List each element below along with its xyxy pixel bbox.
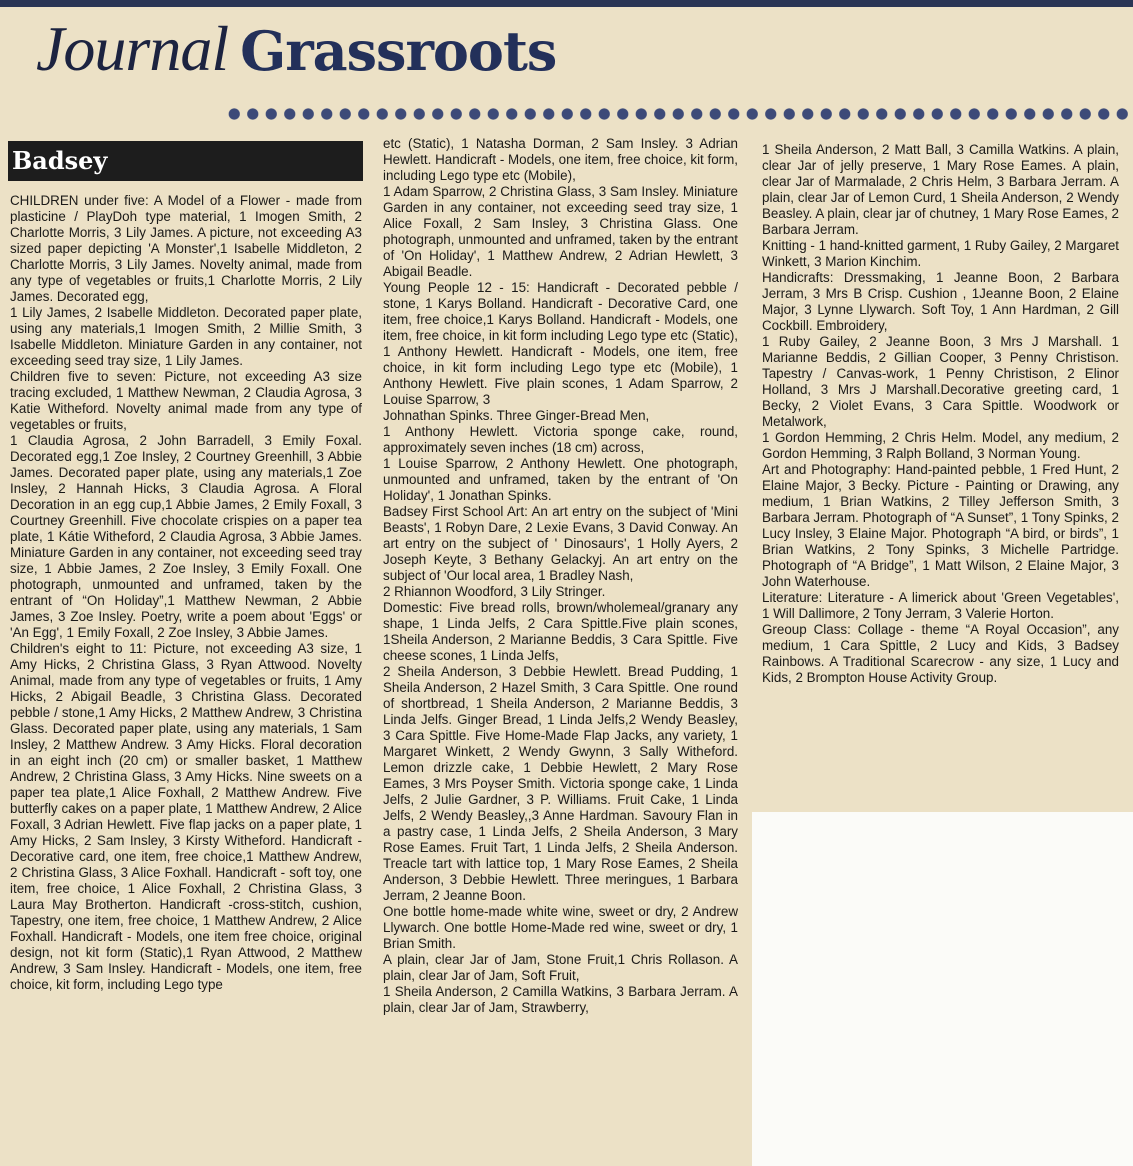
paragraph: 1 Gordon Hemming, 2 Chris Helm. Model, any medium, 2 Gordon Hemming, 3 Ralph Bolland, 3 Norman Young. [762, 430, 1119, 461]
paragraph: 1 Anthony Hewlett. Victoria sponge cake, round, approximately seven inches (18 cm) across, [383, 424, 738, 455]
paragraph: A plain, clear Jar of Jam, Stone Fruit,1 Chris Rollason. A plain, clear Jar of Jam, Soft Fruit, [383, 952, 738, 983]
paragraph: Children five to seven: Picture, not exceeding A3 size tracing excluded, 1 Matthew Newman, 2 Claudia Agrosa, 3 Katie Witheford. Novelty animal made from any type of vegetables or fruits, [10, 369, 362, 432]
masthead-journal: Journal [36, 13, 229, 84]
paragraph: Badsey First School Art: An art entry on the subject of 'Mini Beasts', 1 Robyn Dare, 2 Lexie Evans, 3 David Conway. An art entry on the subject of ' Dinosaurs', 1 Holly Ayers, 2 Joseph Keyte, 3 Bethany Gelackyj. An art entry on the subject of 'Our local area, 1 Bradley Nash, [383, 504, 738, 583]
paragraph: Children's eight to 11: Picture, not exceeding A3 size, 1 Amy Hicks, 2 Christina Glass, 3 Ryan Attwood. Novelty Animal, made from any type of vegetables or fruits, 1 Amy Hicks, 2 Abigail Beadle, 3 Christina Glass. Decorated pebble / stone,1 Amy Hicks, 2 Matthew Andrew, 3 Christina Glass. Decorated paper plate, using any materials, 1 Sam Insley, 2 Matthew Andrew. 3 Amy Hicks. Floral decoration in an eight inch (20 cm) or smaller basket, 1 Matthew Andrew, 2 Christina Glass, 3 Amy Hicks. Nine sweets on a paper tea plate,1 Alice Foxhall, 2 Matthew Andrew. Five butterfly cakes on a paper plate, 1 Matthew Andrew, 2 Alice Foxall, 3 Adrian Hewlett. Five flap jacks on a paper plate, 1 Amy Hicks, 2 Sam Insley, 3 Kirsty Witheford. Handicraft - Decorative card, one item, free choice,1 Matthew Andrew, 2 Christina Glass, 3 Alice Foxhall. Handicraft - soft toy, one item, free choice, 1 Alice Foxhall, 2 Christina Glass, 3 Laura May Brotherton. Handicraft -cross-stitch, cushion, Tapestry, one item, free choice, 1 Matthew Andrew, 2 Alice Foxhall. Handicraft - Models, one item free choice, original design, not kit form (Static),1 Ryan Attwood, 2 Matthew Andrew, 3 Sam Insley. Handicraft - Models, one item, free choice, kit form, including Lego type [10, 641, 362, 992]
paragraph: Greoup Class: Collage - theme “A Royal Occasion”, any medium, 1 Cara Spittle, 2 Lucy and Kids, 3 Badsey Rainbows. A Traditional Scarecrow - any size, 1 Lucy and Kids, 2 Brompton House Activity Group. [762, 622, 1119, 685]
paragraph: 1 Sheila Anderson, 2 Camilla Watkins, 3 Barbara Jerram. A plain, clear Jar of Jam, Strawberry, [383, 984, 738, 1015]
paragraph: CHILDREN under five: A Model of a Flower - made from plasticine / PlayDoh type material, 1 Imogen Smith, 2 Charlotte Morris, 3 Lily James. A picture, not exceeding A3 sized paper depicting 'A Monster',1 Isabelle Middleton, 2 Charlotte Morris, 3 Lily James. Novelty animal, made from any type of vegetables or fruits,1 Charlotte Morris, 2 Lily James. Decorated egg, [10, 193, 362, 304]
paragraph: 1 Sheila Anderson, 2 Matt Ball, 3 Camilla Watkins. A plain, clear Jar of jelly preserve, 1 Mary Rose Eames. A plain, clear Jar of Marmalade, 2 Chris Helm, 3 Barbara Jerram. A plain, clear Jar of Lemon Curd, 1 Sheila Anderson, 2 Wendy Beasley. A plain, clear jar of chutney, 1 Mary Rose Eames, 2 Barbara Jerram. [762, 142, 1119, 237]
paragraph: Handicrafts: Dressmaking, 1 Jeanne Boon, 2 Barbara Jerram, 3 Mrs B Crisp. Cushion , 1Jeanne Boon, 2 Elaine Major, 3 Lynne Llywarch. Soft Toy, 1 Ann Hardman, 2 Gill Cockbill. Embroidery, [762, 270, 1119, 333]
column-2 [383, 136, 738, 1163]
blank-paper-area [752, 812, 1133, 1166]
paragraph: 1 Adam Sparrow, 2 Christina Glass, 3 Sam Insley. Miniature Garden in any container, not exceeding seed tray size, 1 Alice Foxall, 2 Sam Insley, 3 Christina Glass. One photograph, unmounted and unframed, taken by the entrant of 'On Holiday', 1 Matthew Andrew, 2 Adrian Hewlett, 3 Abigail Beadle. [383, 184, 738, 279]
column-1 [10, 193, 362, 1163]
top-rule [0, 0, 1133, 7]
paragraph: 2 Sheila Anderson, 3 Debbie Hewlett. Bread Pudding, 1 Sheila Anderson, 2 Hazel Smith, 3 Cara Spittle. One round of shortbread, 1 Sheila Anderson, 2 Marianne Beddis, 3 Linda Jelfs. Ginger Bread, 1 Linda Jelfs,2 Wendy Beasley, 3 Cara Spittle. Five Home-Made Flap Jacks, any variety, 1 Margaret Winkett, 2 Wendy Gwynn, 3 Sally Witheford. Lemon drizzle cake, 1 Debbie Hewlett, 2 Mary Rose Eames, 3 Mrs Poyser Smith. Victoria sponge cake, 1 Linda Jelfs, 2 Julie Gardner, 3 P. Williams. Fruit Cake, 1 Linda Jelfs, 2 Wendy Beasley,,3 Anne Hardman. Savoury Flan in a pastry case, 1 Linda Jelfs, 2 Sheila Anderson, 3 Mary Rose Eames. Fruit Tart, 1 Linda Jelfs, 2 Sheila Anderson. Treacle tart with lattice top, 1 Mary Rose Eames, 2 Sheila Anderson, 3 Debbie Hewlett. Three meringues, 1 Barbara Jerram, 2 Jeanne Boon. [383, 664, 738, 903]
paragraph: Art and Photography: Hand-painted pebble, 1 Fred Hunt, 2 Elaine Major, 3 Becky. Picture - Painting or Drawing, any medium, 1 Brian Watkins, 2 Tilley Jefferson Smith, 3 Barbara Jerram. Photograph of “A Sunset”, 1 Tony Spinks, 2 Lucy Insley, 3 Elaine Major. Photograph “A bird, or birds”, 1 Brian Watkins, 2 Tony Spinks, 3 Michelle Partridge. Photograph of “A Bridge”, 1 Matt Wilson, 2 Elaine Major, 3 John Waterhouse. [762, 462, 1119, 589]
paragraph: 1 Claudia Agrosa, 2 John Barradell, 3 Emily Foxal. Decorated egg,1 Zoe Insley, 2 Courtney Greenhill, 3 Abbie James. Decorated paper plate, using any materials,1 Zoe Insley, 2 Hannah Hicks, 3 Claudia Agrosa. A Floral Decoration in an egg cup,1 Abbie James, 2 Emily Foxall, 3 Courtney Greenhill. Five chocolate crispies on a paper tea plate, 1 Kátie Witheford, 2 Claudia Agrosa, 3 Abbie James. Miniature Garden in any container, not exceeding seed tray size, 1 Abbie James, 2 Zoe Insley, 3 Emily Foxall. One photograph, unmounted and unframed, taken by the entrant of “On Holiday”,1 Matthew Newman, 2 Abbie James, 3 Zoe Insley. Poetry, write a poem about 'Eggs' or 'An Egg', 1 Emily Foxall, 2 Zoe Insley, 3 Abbie James. [10, 433, 362, 640]
masthead-grassroots: Grassroots [240, 19, 557, 83]
paragraph: Literature: Literature - A limerick about 'Green Vegetables', 1 Will Dallimore, 2 Tony Jerram, 3 Valerie Horton. [762, 590, 1119, 621]
paragraph: Young People 12 - 15: Handicraft - Decorated pebble / stone, 1 Karys Bolland. Handicraft - Decorative Card, one item, free choice,1 Karys Bolland. Handicraft - Models, one item, free choice, in kit form including Lego type etc (Static), 1 Anthony Hewlett. Handicraft - Models, one item, free choice, in kit form including Lego type etc (Mobile), 1 Anthony Hewlett. Five plain scones, 1 Adam Sparrow, 2 Louise Sparrow, 3 [383, 280, 738, 407]
paragraph: 1 Lily James, 2 Isabelle Middleton. Decorated paper plate, using any materials,1 Imogen Smith, 2 Millie Smith, 3 Isabelle Middleton. Miniature Garden in any container, not exceeding seed tray size, 1 Lily James. [10, 305, 362, 368]
paragraph: 2 Rhiannon Woodford, 3 Lily Stringer. [383, 584, 606, 599]
paragraph: Johnathan Spinks. Three Ginger-Bread Men, [383, 408, 650, 423]
section-title: Badsey [8, 141, 363, 181]
paragraph: One bottle home-made white wine, sweet or dry, 2 Andrew Llywarch. One bottle Home-Made red wine, sweet or dry, 1 Brian Smith. [383, 904, 738, 951]
paragraph: 1 Louise Sparrow, 2 Anthony Hewlett. One photograph, unmounted and unframed, taken by the entrant of 'On Holiday', 1 Jonathan Spinks. [383, 456, 738, 503]
paragraph: 1 Ruby Gailey, 2 Jeanne Boon, 3 Mrs J Marshall. 1 Marianne Beddis, 2 Gillian Cooper, 3 Penny Christison. Tapestry / Canvas-work, 1 Penny Christison, 2 Elinor Holland, 3 Mrs J Marshall.Decorative greeting card, 1 Becky, 2 Violet Evans, 3 Cara Spittle. Woodwork or Metalwork, [762, 334, 1119, 429]
paragraph: Knitting - 1 hand-knitted garment, 1 Ruby Gailey, 2 Margaret Winkett, 3 Marion Kinchim. [762, 238, 1119, 269]
paragraph: etc (Static), 1 Natasha Dorman, 2 Sam Insley. 3 Adrian Hewlett. Handicraft - Models, one item, free choice, kit form, including Lego type etc (Mobile), [383, 136, 738, 183]
dotted-rule [225, 104, 1130, 124]
masthead [36, 12, 556, 86]
column-3 [762, 142, 1119, 807]
paragraph: Domestic: Five bread rolls, brown/wholemeal/granary any shape, 1 Linda Jelfs, 2 Cara Spittle.Five plain scones, 1Sheila Anderson, 2 Marianne Beddis, 3 Cara Spittle. Five cheese scones, 1 Linda Jelfs, [383, 600, 738, 663]
